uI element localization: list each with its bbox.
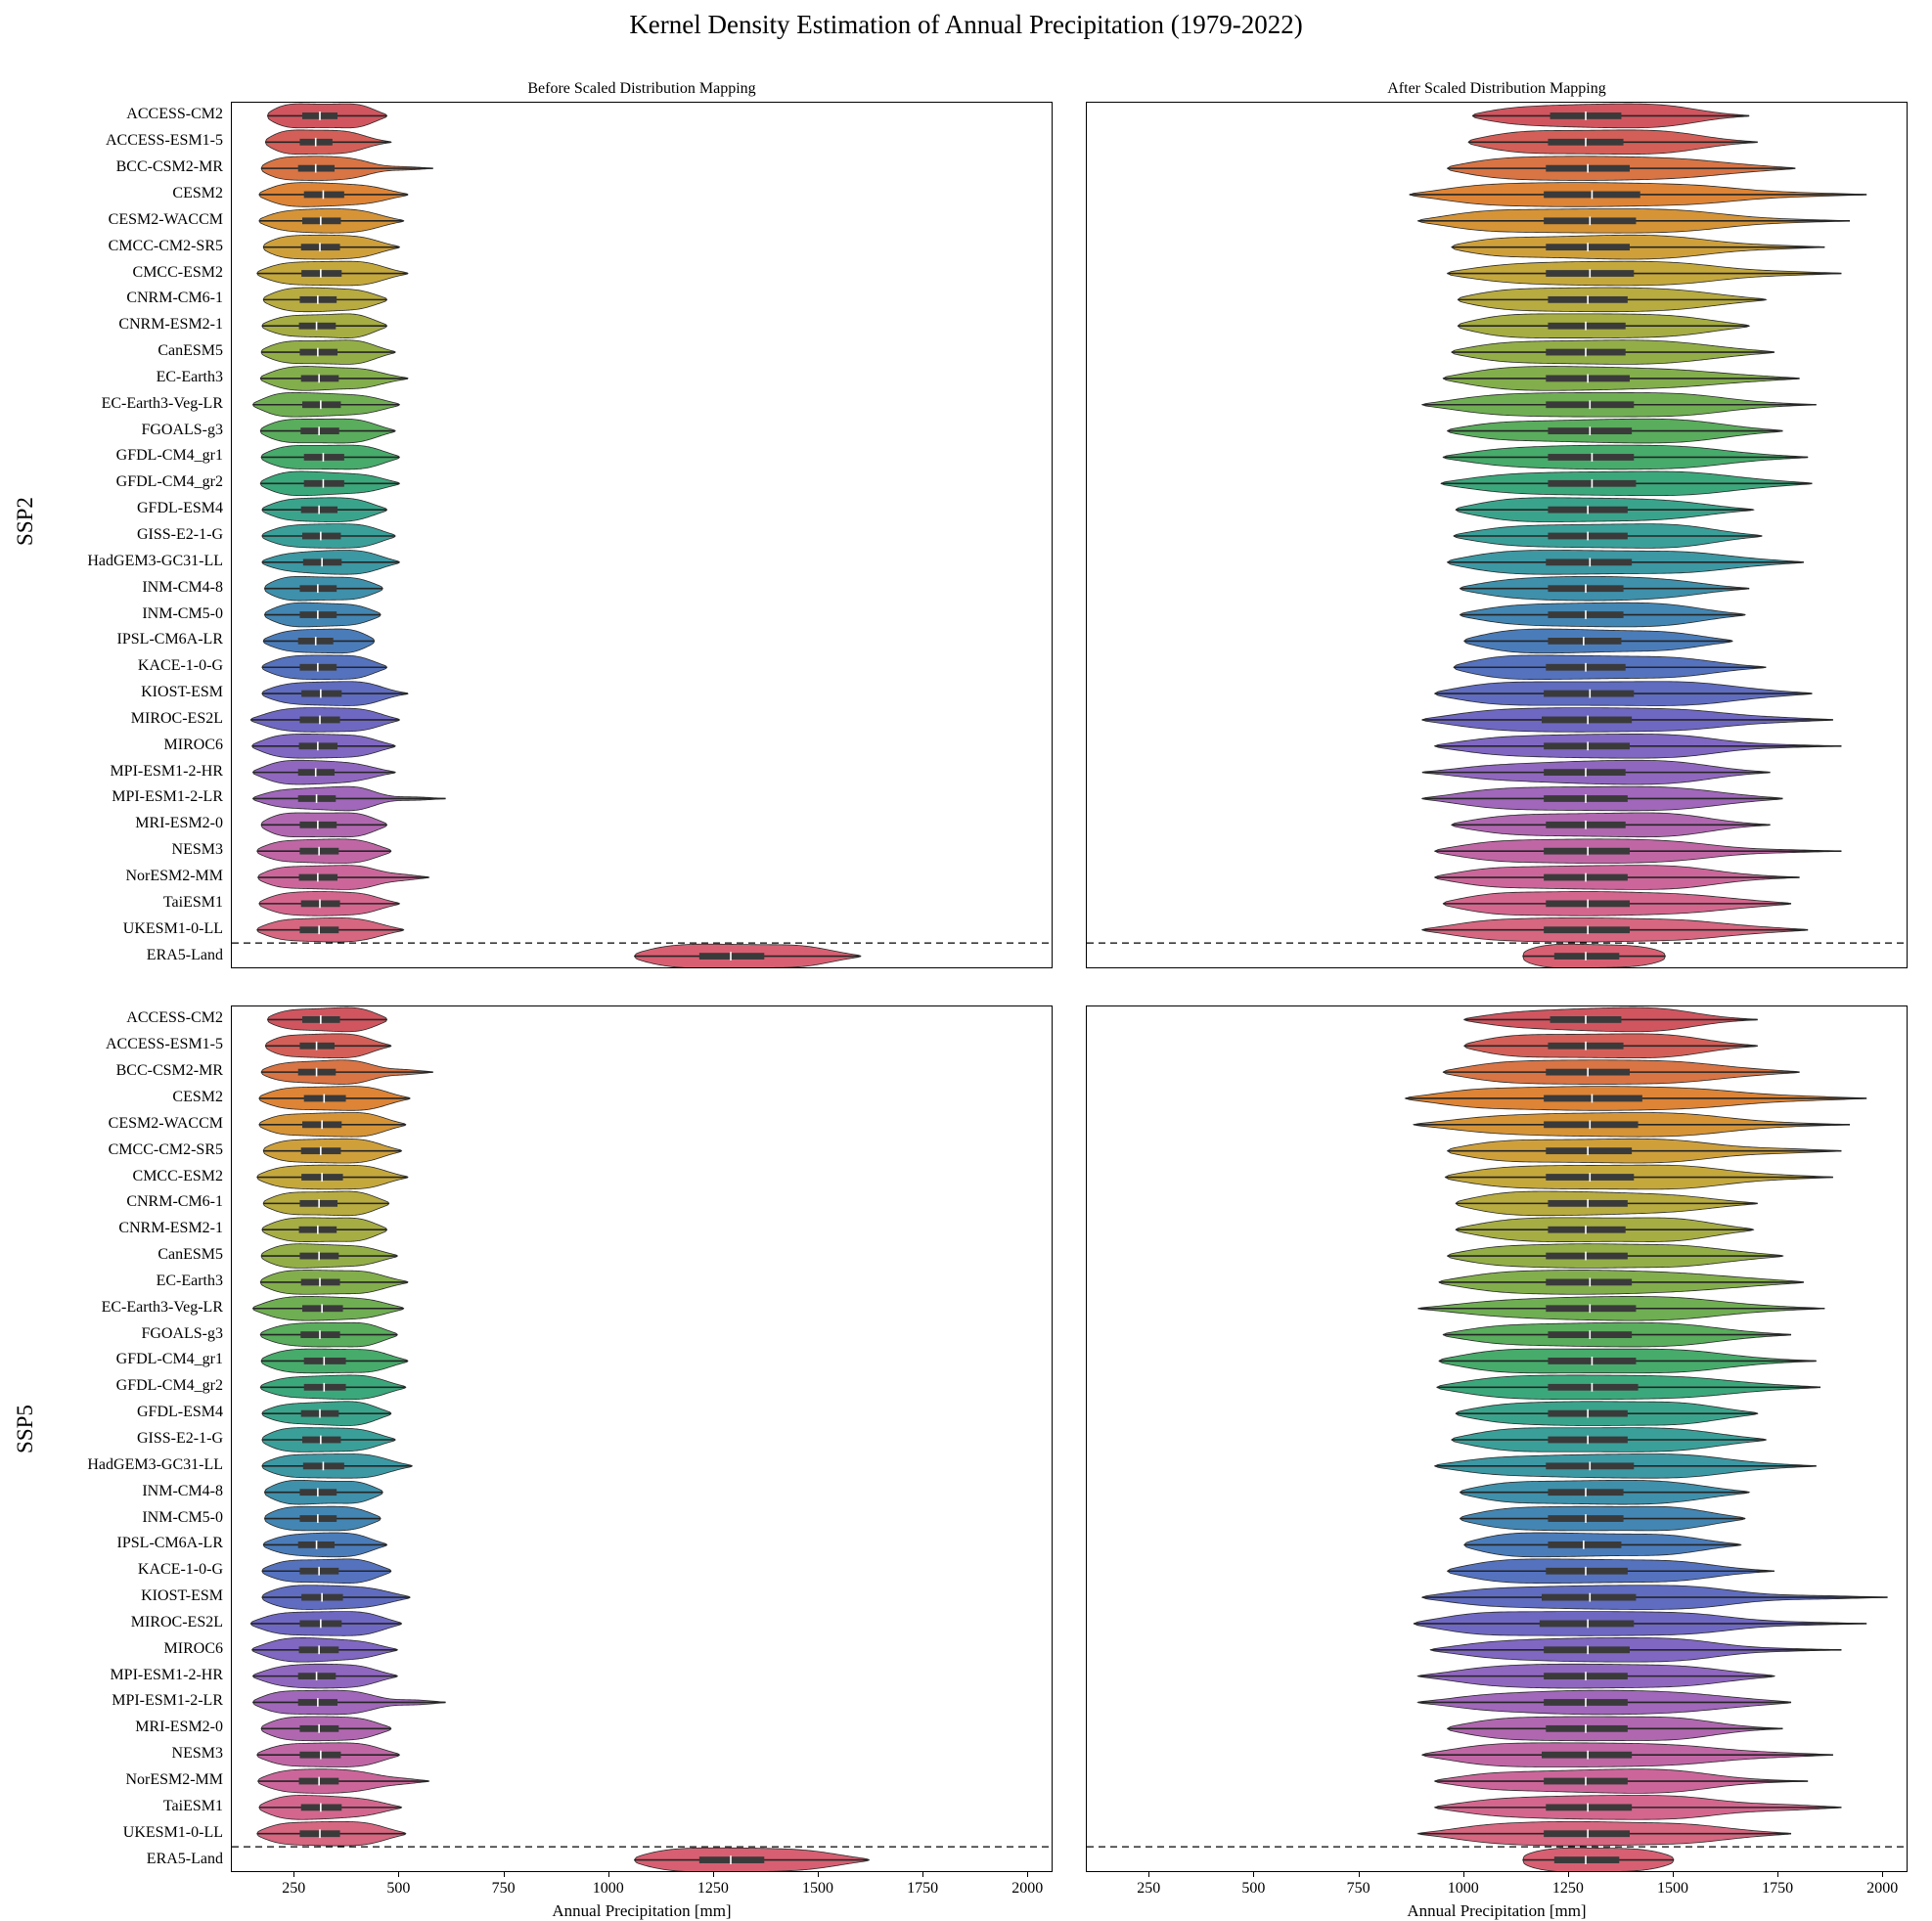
row-label-cnrm-esm2-1: CNRM-ESM2-1 <box>118 1220 223 1237</box>
x-tick-mark <box>1673 1872 1674 1877</box>
row-label-inm-cm4-8: INM-CM4-8 <box>142 1482 223 1499</box>
row-label-ipsl-cm6a-lr: IPSL-CM6A-LR <box>116 631 223 648</box>
plot-panel-before-ssp5 <box>231 1005 1053 1872</box>
row-label-bcc-csm2-mr: BCC-CSM2-MR <box>115 158 223 176</box>
row-label-miroc-es2l: MIROC-ES2L <box>130 1613 223 1631</box>
iqr-box <box>1546 1279 1632 1286</box>
iqr-box <box>301 270 341 277</box>
iqr-box <box>1544 769 1626 776</box>
row-label-cmcc-cm2-sr5: CMCC-CM2-SR5 <box>108 237 223 254</box>
x-tick-mark <box>1253 1872 1254 1877</box>
iqr-box <box>1544 848 1630 855</box>
iqr-box <box>304 454 344 461</box>
x-tick-mark <box>293 1872 294 1877</box>
row-label-mri-esm2-0: MRI-ESM2-0 <box>135 1719 223 1736</box>
iqr-box <box>302 1437 340 1444</box>
x-tick-mark <box>398 1872 399 1877</box>
iqr-box <box>1544 1830 1630 1837</box>
row-label-noresm2-mm: NorESM2-MM <box>125 1771 223 1789</box>
iqr-box <box>301 376 339 382</box>
group-label-ssp2: SSP2 <box>13 497 37 546</box>
row-label-canesm5: CanESM5 <box>157 1246 223 1264</box>
row-label-cesm2-waccm: CESM2-WACCM <box>108 1114 223 1132</box>
x-tick-label: 2000 <box>1866 1880 1899 1897</box>
x-tick-label: 750 <box>491 1880 516 1897</box>
row-label-ec-earth3-veg-lr: EC-Earth3-Veg-LR <box>101 1298 223 1316</box>
row-label-taiesm1: TaiESM1 <box>162 1797 223 1814</box>
row-label-ec-earth3-veg-lr: EC-Earth3-Veg-LR <box>101 394 223 412</box>
row-label-nesm3: NESM3 <box>171 1745 223 1763</box>
row-label-cmcc-cm2-sr5: CMCC-CM2-SR5 <box>108 1140 223 1158</box>
iqr-box <box>1544 1095 1642 1102</box>
violin-plot-canvas <box>232 1006 1053 1872</box>
row-label-access-esm1-5: ACCESS-ESM1-5 <box>105 1036 223 1053</box>
iqr-box <box>1544 926 1630 933</box>
row-label-kiost-esm: KIOST-ESM <box>141 684 223 701</box>
iqr-box <box>1546 1147 1632 1154</box>
iqr-box <box>1542 1594 1636 1601</box>
row-label-gfdl-esm4: GFDL-ESM4 <box>136 500 223 517</box>
row-label-mri-esm2-0: MRI-ESM2-0 <box>135 815 223 832</box>
iqr-box <box>302 217 340 224</box>
iqr-box <box>1546 1568 1628 1575</box>
iqr-box <box>1544 742 1630 749</box>
x-tick-label: 1750 <box>1762 1880 1794 1897</box>
row-label-ipsl-cm6a-lr: IPSL-CM6A-LR <box>116 1535 223 1552</box>
x-tick-label: 2000 <box>1011 1880 1044 1897</box>
row-label-giss-e2-1-g: GISS-E2-1-G <box>137 1430 223 1447</box>
iqr-box <box>1542 717 1632 724</box>
panel-title-after-ssp2: After Scaled Distribution Mapping <box>1387 80 1606 97</box>
iqr-box <box>1546 1725 1628 1732</box>
x-tick-label: 250 <box>1137 1880 1161 1897</box>
iqr-box <box>1554 1856 1619 1863</box>
iqr-box <box>1542 1752 1632 1759</box>
row-label-access-cm2: ACCESS-CM2 <box>126 1009 223 1027</box>
row-label-ukesm1-0-ll: UKESM1-0-LL <box>122 1823 223 1841</box>
iqr-box <box>1548 1384 1638 1391</box>
x-tick-label: 1750 <box>907 1880 939 1897</box>
iqr-box <box>1546 558 1632 565</box>
row-label-cnrm-cm6-1: CNRM-CM6-1 <box>126 1193 223 1211</box>
x-tick-mark <box>1027 1872 1028 1877</box>
row-label-cesm2: CESM2 <box>172 184 223 201</box>
row-label-mpi-esm1-2-lr: MPI-ESM1-2-LR <box>112 1692 223 1710</box>
plot-panel-before-ssp2 <box>231 102 1053 968</box>
row-label-cnrm-esm2-1: CNRM-ESM2-1 <box>118 316 223 334</box>
iqr-box <box>299 323 337 330</box>
row-label-cnrm-cm6-1: CNRM-CM6-1 <box>126 290 223 307</box>
row-label-access-esm1-5: ACCESS-ESM1-5 <box>105 132 223 150</box>
iqr-box <box>1544 691 1634 697</box>
iqr-box <box>299 349 337 356</box>
row-label-gfdl-cm4-gr1: GFDL-CM4_gr1 <box>115 1351 223 1368</box>
row-label-miroc6: MIROC6 <box>163 736 223 753</box>
row-label-bcc-csm2-mr: BCC-CSM2-MR <box>115 1062 223 1080</box>
panel-title-before-ssp2: Before Scaled Distribution Mapping <box>527 80 756 97</box>
row-label-gfdl-cm4-gr2: GFDL-CM4_gr2 <box>115 1377 223 1395</box>
x-tick-label: 1500 <box>802 1880 833 1897</box>
plot-panel-after-ssp5 <box>1086 1005 1908 1872</box>
group-label-ssp5: SSP5 <box>13 1405 37 1453</box>
row-label-inm-cm5-0: INM-CM5-0 <box>142 604 223 622</box>
violin-plot-canvas <box>1087 1006 1908 1872</box>
iqr-box <box>1546 1804 1632 1810</box>
x-tick-label: 1500 <box>1657 1880 1688 1897</box>
x-tick-mark <box>1777 1872 1778 1877</box>
row-label-cesm2: CESM2 <box>172 1088 223 1105</box>
row-label-fgoals-g3: FGOALS-g3 <box>141 421 223 438</box>
iqr-box <box>1548 638 1621 645</box>
row-label-kiost-esm: KIOST-ESM <box>141 1587 223 1605</box>
x-tick-mark <box>922 1872 923 1877</box>
iqr-box <box>699 953 764 960</box>
x-axis-title-right: Annual Precipitation [mm] <box>1407 1901 1587 1920</box>
row-label-access-cm2: ACCESS-CM2 <box>126 106 223 123</box>
row-label-taiesm1: TaiESM1 <box>162 893 223 911</box>
iqr-box <box>1548 323 1625 330</box>
x-tick-mark <box>1568 1872 1569 1877</box>
row-label-cesm2-waccm: CESM2-WACCM <box>108 210 223 228</box>
violin-plot-canvas <box>1087 103 1908 968</box>
iqr-box <box>1546 1305 1636 1312</box>
iqr-box <box>699 1856 764 1863</box>
iqr-box <box>1544 1121 1638 1128</box>
iqr-box <box>1548 1541 1621 1548</box>
x-tick-label: 500 <box>386 1880 411 1897</box>
x-tick-mark <box>1463 1872 1464 1877</box>
iqr-box <box>304 1358 346 1364</box>
row-label-hadgem3-gc31-ll: HadGEM3-GC31-LL <box>87 552 223 569</box>
row-label-inm-cm5-0: INM-CM5-0 <box>142 1508 223 1526</box>
x-axis-title-left: Annual Precipitation [mm] <box>552 1901 732 1920</box>
x-tick-mark <box>818 1872 819 1877</box>
x-tick-mark <box>504 1872 505 1877</box>
row-label-hadgem3-gc31-ll: HadGEM3-GC31-LL <box>87 1455 223 1473</box>
row-label-gfdl-esm4: GFDL-ESM4 <box>136 1404 223 1421</box>
row-label-miroc6: MIROC6 <box>163 1639 223 1657</box>
row-label-mpi-esm1-2-hr: MPI-ESM1-2-HR <box>110 1666 223 1683</box>
row-label-mpi-esm1-2-hr: MPI-ESM1-2-HR <box>110 762 223 780</box>
row-label-era5-land: ERA5-Land <box>146 946 223 963</box>
iqr-box <box>1554 953 1619 960</box>
row-label-cmcc-esm2: CMCC-ESM2 <box>132 263 223 281</box>
x-tick-label: 1000 <box>592 1880 624 1897</box>
row-label-kace-1-0-g: KACE-1-0-G <box>137 1561 223 1579</box>
x-tick-label: 1250 <box>1551 1880 1584 1897</box>
row-label-ec-earth3: EC-Earth3 <box>156 368 223 385</box>
x-tick-label: 500 <box>1241 1880 1266 1897</box>
row-label-cmcc-esm2: CMCC-ESM2 <box>132 1167 223 1184</box>
x-tick-label: 1000 <box>1447 1880 1479 1897</box>
row-label-miroc-es2l: MIROC-ES2L <box>130 709 223 727</box>
row-label-fgoals-g3: FGOALS-g3 <box>141 1324 223 1342</box>
iqr-box <box>304 192 344 199</box>
iqr-box <box>300 427 338 434</box>
row-label-ukesm1-0-ll: UKESM1-0-LL <box>122 919 223 937</box>
row-label-gfdl-cm4-gr1: GFDL-CM4_gr1 <box>115 447 223 465</box>
x-tick-mark <box>1359 1872 1360 1877</box>
row-label-gfdl-cm4-gr2: GFDL-CM4_gr2 <box>115 473 223 491</box>
iqr-box <box>304 1384 346 1391</box>
plot-panel-after-ssp2 <box>1086 102 1908 968</box>
x-tick-mark <box>608 1872 609 1877</box>
iqr-box <box>302 401 340 408</box>
x-tick-label: 750 <box>1346 1880 1370 1897</box>
figure-title: Kernel Density Estimation of Annual Precipitation (1979-2022) <box>629 10 1303 39</box>
row-label-canesm5: CanESM5 <box>157 342 223 360</box>
row-label-kace-1-0-g: KACE-1-0-G <box>137 657 223 675</box>
iqr-box <box>1548 1227 1625 1233</box>
iqr-box <box>304 1095 346 1102</box>
x-tick-mark <box>713 1872 714 1877</box>
iqr-box <box>302 533 340 540</box>
row-label-inm-cm4-8: INM-CM4-8 <box>142 578 223 596</box>
iqr-box <box>1548 454 1634 461</box>
row-label-era5-land: ERA5-Land <box>146 1850 223 1867</box>
x-tick-mark <box>1148 1872 1149 1877</box>
row-label-mpi-esm1-2-lr: MPI-ESM1-2-LR <box>112 788 223 806</box>
row-label-nesm3: NESM3 <box>171 841 223 859</box>
x-tick-label: 250 <box>282 1880 306 1897</box>
x-tick-mark <box>1882 1872 1883 1877</box>
row-label-ec-earth3: EC-Earth3 <box>156 1272 223 1289</box>
x-tick-label: 1250 <box>696 1880 729 1897</box>
row-label-giss-e2-1-g: GISS-E2-1-G <box>137 526 223 543</box>
iqr-box <box>1544 1646 1630 1653</box>
iqr-box <box>1540 1621 1634 1628</box>
violin-plot-canvas <box>232 103 1053 968</box>
iqr-box <box>1546 1253 1628 1260</box>
iqr-box <box>304 480 344 487</box>
iqr-box <box>301 691 341 697</box>
row-label-noresm2-mm: NorESM2-MM <box>125 868 223 885</box>
